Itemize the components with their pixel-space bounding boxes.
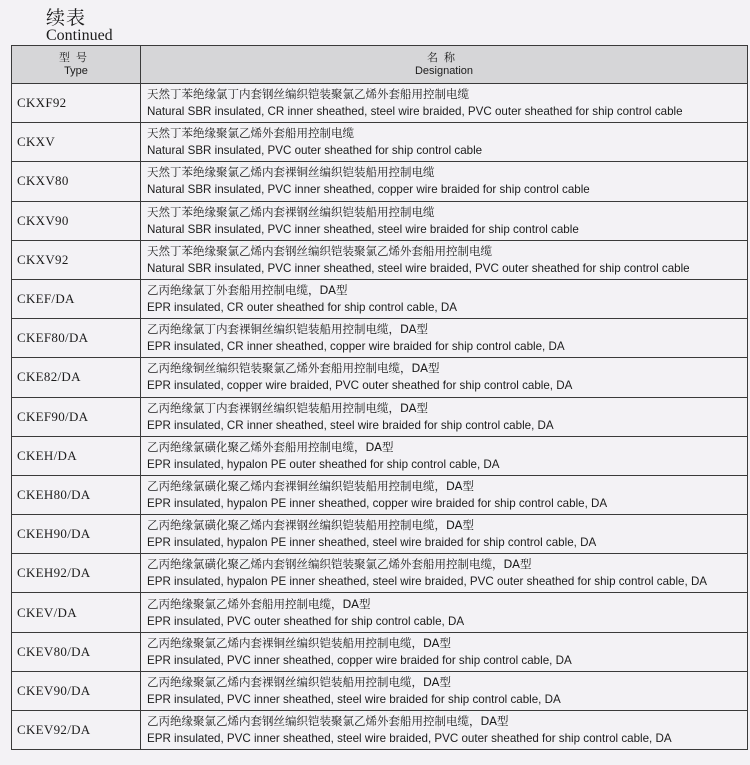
type-cell: CKEV90/DA [12, 671, 141, 710]
designation-en: Natural SBR insulated, PVC inner sheathed, steel wire braided, PVC outer sheathed for ship control cable [147, 261, 690, 275]
designation-cell [141, 711, 748, 750]
type-cell: CKXV [12, 123, 141, 162]
designation-cn: 乙丙绝缘氯磺化聚乙烯内套钢丝编织铠装聚氯乙烯外套船用控制电缆，DA型 [147, 557, 532, 572]
table-row [12, 84, 748, 123]
table-row [12, 671, 748, 710]
designation-cell [141, 397, 748, 436]
table-row [12, 593, 748, 632]
designation-en: EPR insulated, PVC inner sheathed, copper wire braided for ship control cable, DA [147, 653, 572, 667]
type-cell: CKXV92 [12, 240, 141, 279]
type-cell: CKXV90 [12, 201, 141, 240]
table-row [12, 319, 748, 358]
heading-continued-en: Continued [46, 27, 113, 44]
designation-cell [141, 554, 748, 593]
table-row [12, 436, 748, 475]
header-type-cn: 型号 [59, 51, 93, 64]
type-cell: CKEV/DA [12, 593, 141, 632]
type-cell: CKEF/DA [12, 279, 141, 318]
designation-cn: 乙丙绝缘氯磺化聚乙烯外套船用控制电缆，DA型 [147, 439, 394, 454]
table-row [12, 475, 748, 514]
designation-cn: 乙丙绝缘聚氯乙烯内套裸铜丝编织铠装船用控制电缆，DA型 [147, 635, 452, 650]
table-row [12, 397, 748, 436]
designation-cn: 乙丙绝缘氯磺化聚乙烯内套裸钢丝编织铠装船用控制电缆，DA型 [147, 518, 475, 533]
designation-en: Natural SBR insulated, CR inner sheathed, steel wire braided, PVC outer sheathed for ship control cable [147, 105, 683, 119]
designation-cn: 乙丙绝缘氯丁内套裸铜丝编织铠装船用控制电缆，DA型 [147, 322, 429, 337]
designation-en: EPR insulated, copper wire braided, PVC outer sheathed for ship control cable, DA [147, 379, 573, 393]
designation-cn: 天然丁苯绝缘聚氯乙烯内套钢丝编织铠装聚氯乙烯外套船用控制电缆 [147, 243, 492, 258]
type-cell: CKEF90/DA [12, 397, 141, 436]
designation-cell [141, 240, 748, 279]
designation-en: EPR insulated, hypalon PE outer sheathed for ship control cable, DA [147, 457, 500, 471]
type-cell: CKXV80 [12, 162, 141, 201]
designation-en: EPR insulated, hypalon PE inner sheathed, copper wire braided for ship control cable, DA [147, 496, 608, 510]
type-cell: CKEH92/DA [12, 554, 141, 593]
designation-en: Natural SBR insulated, PVC outer sheathed for ship control cable [147, 144, 483, 158]
designation-en: EPR insulated, PVC inner sheathed, steel wire braided, PVC outer sheathed for ship control cable, DA [147, 732, 672, 746]
designation-cn: 乙丙绝缘聚氯乙烯内套裸钢丝编织铠装船用控制电缆，DA型 [147, 674, 452, 689]
table-row [12, 358, 748, 397]
header-designation-cn: 名称 [427, 51, 461, 64]
table-row [12, 632, 748, 671]
designation-cell [141, 279, 748, 318]
designation-cell [141, 84, 748, 123]
header-designation-en: Designation [414, 64, 474, 77]
table-row [12, 201, 748, 240]
type-cell: CKEV92/DA [12, 711, 141, 750]
designation-cell [141, 319, 748, 358]
type-cell: CKEH90/DA [12, 515, 141, 554]
table-row [12, 279, 748, 318]
designation-en: Natural SBR insulated, PVC inner sheathed, copper wire braided for ship control cable [147, 183, 590, 197]
designation-cn: 天然丁苯绝缘聚氯乙烯内套裸铜丝编织铠装船用控制电缆 [147, 165, 435, 180]
designation-cell [141, 515, 748, 554]
designation-cn: 乙丙绝缘聚氯乙烯内套钢丝编织铠装聚氯乙烯外套船用控制电缆，DA型 [147, 714, 509, 729]
type-cell: CKE82/DA [12, 358, 141, 397]
designation-cn: 天然丁苯绝缘聚氯乙烯内套裸钢丝编织铠装船用控制电缆 [147, 204, 435, 219]
table-header [12, 46, 748, 84]
designation-en: EPR insulated, PVC inner sheathed, steel wire braided for ship control cable, DA [147, 692, 561, 706]
designation-cell [141, 358, 748, 397]
table-row [12, 240, 748, 279]
table-row [12, 515, 748, 554]
type-cell: CKEF80/DA [12, 319, 141, 358]
designation-en: EPR insulated, CR outer sheathed for ship control cable, DA [147, 301, 457, 315]
type-cell: CKEV80/DA [12, 632, 141, 671]
designation-en: Natural SBR insulated, PVC inner sheathed, steel wire braided for ship control cable [147, 222, 579, 236]
designation-cn: 乙丙绝缘氯磺化聚乙烯内套裸铜丝编织铠装船用控制电缆，DA型 [147, 478, 475, 493]
header-type-en: Type [64, 64, 88, 77]
table-row [12, 711, 748, 750]
table-row [12, 123, 748, 162]
header-row [12, 46, 748, 84]
designation-en: EPR insulated, CR inner sheathed, steel wire braided for ship control cable, DA [147, 418, 554, 432]
designation-en: EPR insulated, CR inner sheathed, copper wire braided for ship control cable, DA [147, 340, 565, 354]
table-body [12, 84, 748, 750]
type-cell: CKEH/DA [12, 436, 141, 475]
designation-cell [141, 632, 748, 671]
heading-continued-cn: 续表 [46, 8, 87, 29]
designation-cell [141, 123, 748, 162]
designation-cell [141, 475, 748, 514]
designation-cn: 天然丁苯绝缘氯丁内套钢丝编织铠装聚氯乙烯外套船用控制电缆 [147, 87, 469, 102]
designation-cell [141, 593, 748, 632]
table-row [12, 554, 748, 593]
designation-en: EPR insulated, hypalon PE inner sheathed, steel wire braided for ship control cable, DA [147, 536, 597, 550]
cable-type-table [11, 45, 748, 750]
type-cell: CKXF92 [12, 84, 141, 123]
header-type [12, 46, 141, 84]
designation-cell [141, 671, 748, 710]
designation-cn: 天然丁苯绝缘聚氯乙烯外套船用控制电缆 [147, 126, 354, 141]
designation-cn: 乙丙绝缘聚氯乙烯外套船用控制电缆，DA型 [147, 596, 371, 611]
designation-cell [141, 436, 748, 475]
table-row [12, 162, 748, 201]
header-designation [141, 46, 748, 84]
designation-cn: 乙丙绝缘氯丁外套船用控制电缆，DA型 [147, 283, 348, 298]
designation-en: EPR insulated, hypalon PE inner sheathed, steel wire braided, PVC outer sheathed for ship control cable, DA [147, 575, 708, 589]
designation-cell [141, 162, 748, 201]
designation-en: EPR insulated, PVC outer sheathed for ship control cable, DA [147, 614, 465, 628]
designation-cn: 乙丙绝缘氯丁内套裸钢丝编织铠装船用控制电缆，DA型 [147, 400, 429, 415]
designation-cell [141, 201, 748, 240]
type-cell: CKEH80/DA [12, 475, 141, 514]
designation-cn: 乙丙绝缘铜丝编织铠装聚氯乙烯外套船用控制电缆，DA型 [147, 361, 440, 376]
